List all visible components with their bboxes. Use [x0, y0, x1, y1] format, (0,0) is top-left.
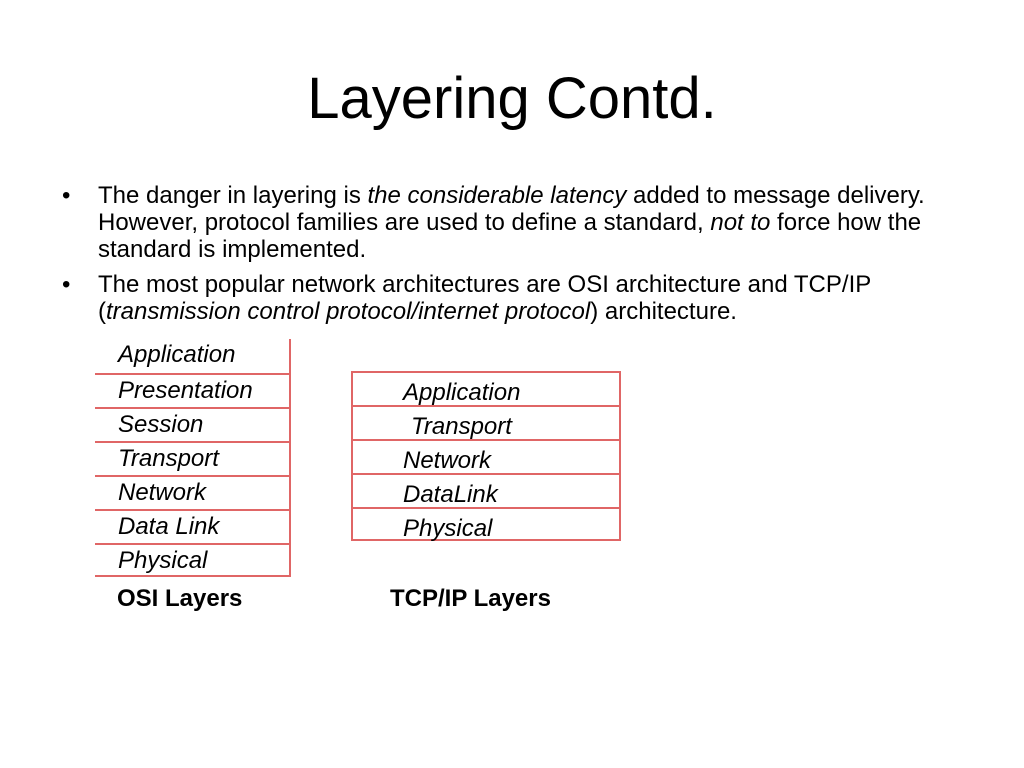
bullet-text-segment: added to message delivery. However, protocol families are used to define a standard, [98, 182, 925, 236]
tcpip-layer-label: Physical [403, 515, 493, 542]
osi-caption: OSI Layers [117, 585, 243, 612]
osi-layer-transport [95, 441, 289, 475]
tcpip-layer-application [353, 371, 619, 405]
osi-layer-label: Transport [118, 445, 219, 472]
bullet-text-segment: ) architecture. [590, 298, 737, 325]
tcpip-layer-physical [353, 507, 619, 541]
osi-layer-label: Data Link [118, 513, 220, 540]
bullet-item-architectures [62, 271, 992, 325]
osi-layer-network [95, 475, 289, 509]
osi-layer-label: Physical [118, 547, 208, 574]
bullet-text-emphasis: transmission control protocol/internet protocol [106, 298, 591, 325]
osi-layer-data-link [95, 509, 289, 543]
bullet-text-emphasis: the considerable latency [367, 182, 627, 209]
tcpip-layer-stack [351, 371, 621, 541]
tcpip-layer-label: Transport [411, 413, 512, 440]
tcpip-layer-transport [353, 405, 619, 439]
bullet-text-emphasis: not to [710, 209, 771, 236]
tcpip-layer-network [353, 439, 619, 473]
osi-layer-label: Application [118, 341, 236, 368]
osi-layer-application [95, 339, 289, 373]
bullet-text-segment: The danger in layering is [98, 182, 368, 209]
osi-layer-session [95, 407, 289, 441]
slide-title: Layering Contd. [307, 66, 717, 131]
tcpip-layer-label: Network [403, 447, 492, 474]
osi-layer-physical [95, 543, 289, 577]
osi-layer-label: Network [118, 479, 207, 506]
bullet-item-latency [62, 182, 992, 263]
osi-layer-presentation [95, 373, 289, 407]
bullet-marker: • [62, 271, 71, 298]
bullet-list [62, 182, 992, 333]
bullet-text-segment: The most popular network architectures are OSI architecture and TCP/IP ( [98, 271, 871, 325]
osi-layer-label: Presentation [118, 377, 253, 404]
tcpip-caption: TCP/IP Layers [390, 585, 551, 612]
bullet-text-segment: force how the standard is implemented. [98, 209, 922, 263]
tcpip-layer-label: DataLink [403, 481, 498, 508]
tcpip-layer-label: Application [403, 379, 521, 406]
osi-layer-label: Session [118, 411, 204, 438]
osi-layer-stack [95, 339, 291, 577]
bullet-marker: • [62, 182, 71, 209]
tcpip-layer-datalink [353, 473, 619, 507]
